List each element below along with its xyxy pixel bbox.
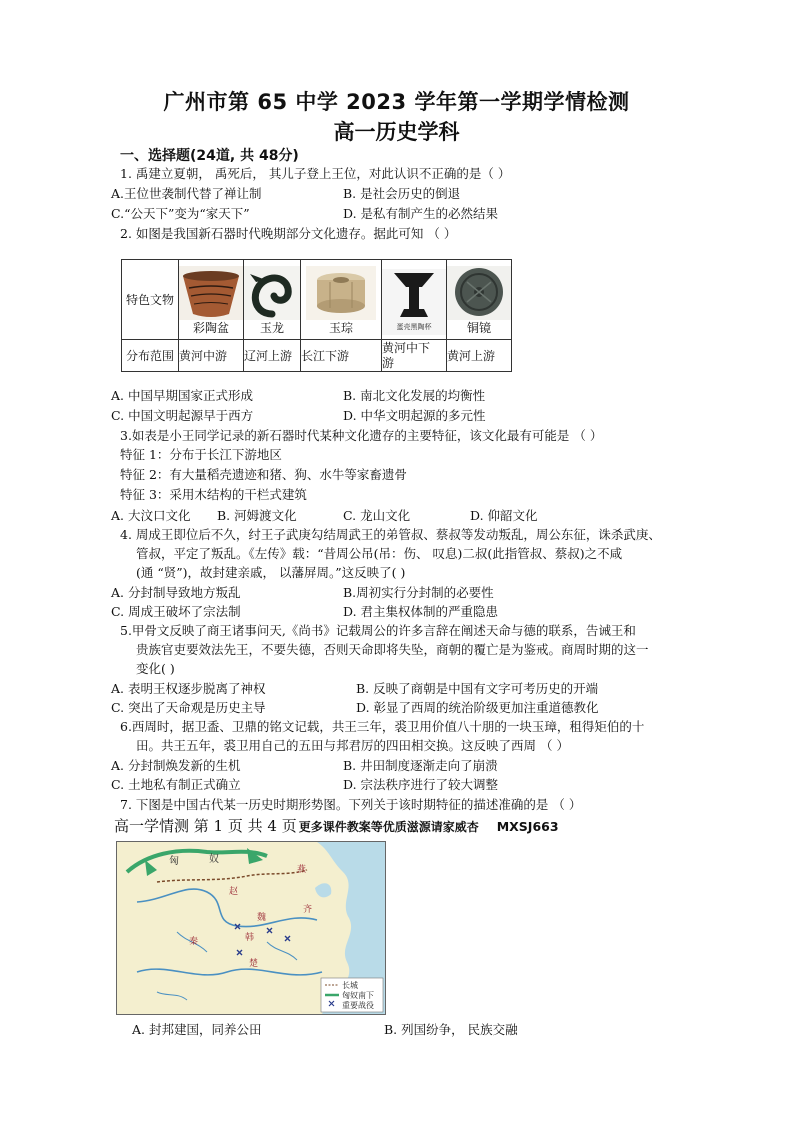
warring-states-map — [116, 841, 386, 1015]
legend-label: 重要战役 — [342, 1001, 374, 1010]
state-label-han: 韩 — [245, 933, 255, 943]
region-cell: 黄河中游 — [179, 340, 244, 372]
q7-option-a: A. 封邦建国，同养公田 — [132, 1022, 262, 1037]
q3-option-a: A. 大汶口文化 — [111, 508, 191, 523]
legend-label: 匈奴南下 — [342, 991, 374, 1000]
exam-title: 广州市第 65 中学 2023 学年第一学期学情检测 — [163, 90, 630, 114]
relic-caption: 铜镜 — [466, 320, 491, 335]
jade-dragon-image — [244, 266, 300, 320]
q6-stem-line-2: 田。共王五年，裘卫用自己的五田与邦君厉的四田相交换。这反映了西周 （ ） — [136, 738, 569, 753]
relic-caption: 玉龙 — [259, 320, 284, 335]
region-line-2: 游 — [382, 355, 395, 370]
q1-option-b: B. 是社会历史的倒退 — [343, 186, 461, 201]
q6-stem-line-1: 6.西周时，据卫盉、卫鼎的铭文记载，共王三年，裘卫用价值八十朋的一块玉璋，租得矩伯的十 — [120, 719, 645, 734]
q7-option-b: B. 列国纷争， 民族交融 — [384, 1022, 518, 1037]
q4-stem-line-1: 4. 周成王即位后不久，纣王子武庚勾结周武王的弟管叔、蔡叔等发动叛乱，周公东征，诛杀武庚、 — [120, 527, 661, 542]
q4-stem-line-3: (通 “贤”)，故封建亲戚， 以藩屏周。”这反映了( ) — [136, 565, 406, 580]
q3-option-b: B. 河姆渡文化 — [217, 508, 297, 523]
q5-stem-line-3: 变化( ) — [136, 661, 175, 676]
map-label-xiongnu-2: 奴 — [209, 854, 219, 865]
q4-option-c: C. 周成王破坏了宗法制 — [111, 604, 241, 619]
q5-stem-line-2: 贵族官吏要效法先王，不要失德，否则天命即将失坠，商朝的覆亡是为鉴戒。商周时期的这一 — [136, 642, 649, 657]
state-label-zhao: 赵 — [229, 887, 239, 897]
q2-option-a: A. 中国早期国家正式形成 — [111, 388, 253, 403]
relic-caption: 蛋壳黑陶杯 — [396, 322, 432, 331]
row-label-relics: 特色文物 — [122, 260, 179, 340]
q5-option-c: C. 突出了天命观是历史主导 — [111, 700, 266, 715]
q3-option-c: C. 龙山文化 — [343, 508, 411, 523]
state-label-chu: 楚 — [249, 959, 259, 969]
legend-label: 长城 — [342, 981, 358, 990]
q2-option-b: B. 南北文化发展的均衡性 — [343, 388, 486, 403]
bronze-mirror-image — [447, 266, 511, 320]
q3-stem: 3.如表是小王同学记录的新石器时代某种文化遗存的主要特征，该文化最有可能是 （ ） — [120, 428, 603, 443]
state-label-wei: 魏 — [257, 913, 267, 923]
q1-option-d: D. 是私有制产生的必然结果 — [343, 206, 499, 221]
q3-feature-3: 特征 3：采用木结构的干栏式建筑 — [120, 487, 307, 502]
state-label-qi: 齐 — [303, 905, 313, 915]
subject-title: 高一历史学科 — [333, 120, 460, 144]
region-line-1: 黄河中下 — [382, 340, 431, 355]
q4-stem-line-2: 管叔，平定了叛乱。《左传》载：“昔周公吊(吊：伤、 叹息)二叔(此指管叔、蔡叔)之不咸 — [136, 546, 623, 561]
jade-cong-image — [306, 266, 376, 320]
painted-pottery-basin-image — [179, 266, 243, 320]
q3-feature-2: 特征 2：有大量稻壳遗迹和猪、狗、水牛等家畜遗骨 — [120, 467, 407, 482]
state-label-qin: 秦 — [189, 937, 199, 947]
q2-option-c: C. 中国文明起源早于西方 — [111, 408, 254, 423]
q3-option-d: D. 仰韶文化 — [470, 508, 538, 523]
q5-option-a: A. 表明王权逐步脱离了神权 — [111, 681, 266, 696]
q5-stem-line-1: 5.甲骨文反映了商王诸事问天,《尚书》记载周公的许多言辞在阐述天命与德的联系，告诫王和 — [120, 623, 636, 638]
q6-option-d: D. 宗法秩序进行了较大调整 — [343, 777, 499, 792]
row-label-region: 分布范围 — [122, 340, 179, 372]
relics-table — [121, 259, 512, 372]
q4-option-d: D. 君主集权体制的严重隐患 — [343, 604, 499, 619]
state-label-yan: 燕 — [297, 865, 307, 875]
q6-option-a: A. 分封制焕发新的生机 — [111, 758, 241, 773]
region-cell: 辽河上游 — [244, 340, 301, 372]
footer-ad-text: 更多课件教案等优质滋源请家威杏 — [298, 820, 479, 834]
q3-feature-1: 特征 1：分布于长江下游地区 — [120, 447, 282, 462]
q2-stem: 2. 如图是我国新石器时代晚期部分文化遗存。据此可知 （ ） — [120, 226, 457, 241]
q6-option-b: B. 井田制度逐渐走向了崩溃 — [343, 758, 498, 773]
q2-option-d: D. 中华文明起源的多元性 — [343, 408, 486, 423]
q1-stem: 1. 禹建立夏朝， 禹死后， 其儿子登上王位，对此认识不正确的是（ ） — [120, 166, 511, 181]
q5-option-d: D. 彰显了西周的统治阶级更加注重道德教化 — [356, 700, 599, 715]
relic-caption: 玉琮 — [328, 320, 353, 335]
q1-option-a: A.王位世袭制代替了禅让制 — [111, 186, 262, 201]
region-cell: 黄河上游 — [447, 340, 512, 372]
q4-option-b: B.周初实行分封制的必要性 — [343, 585, 494, 600]
q4-option-a: A. 分封制导致地方叛乱 — [111, 585, 241, 600]
region-cell — [382, 340, 447, 372]
section-heading: 一、选择题(24道, 共 48分) — [120, 148, 299, 164]
page-footer — [114, 815, 559, 836]
q1-option-c: C.“公天下”变为“家天下” — [111, 206, 250, 221]
map-label-xiongnu-1: 匈 — [169, 856, 179, 867]
q7-stem: 7. 下图是中国古代某一历史时期形势图。下列关于该时期特征的描述准确的是 （ ） — [120, 797, 582, 812]
page-number: 高一学情测 第 1 页 共 4 页 — [114, 817, 297, 835]
footer-code: MXSJ663 — [496, 819, 559, 834]
region-cell: 长江下游 — [301, 340, 382, 372]
q5-option-b: B. 反映了商朝是中国有文字可考历史的开端 — [356, 681, 599, 696]
eggshell-black-pottery-cup-image — [382, 269, 446, 335]
relic-caption: 彩陶盆 — [192, 320, 229, 335]
q6-option-c: C. 土地私有制正式确立 — [111, 777, 241, 792]
